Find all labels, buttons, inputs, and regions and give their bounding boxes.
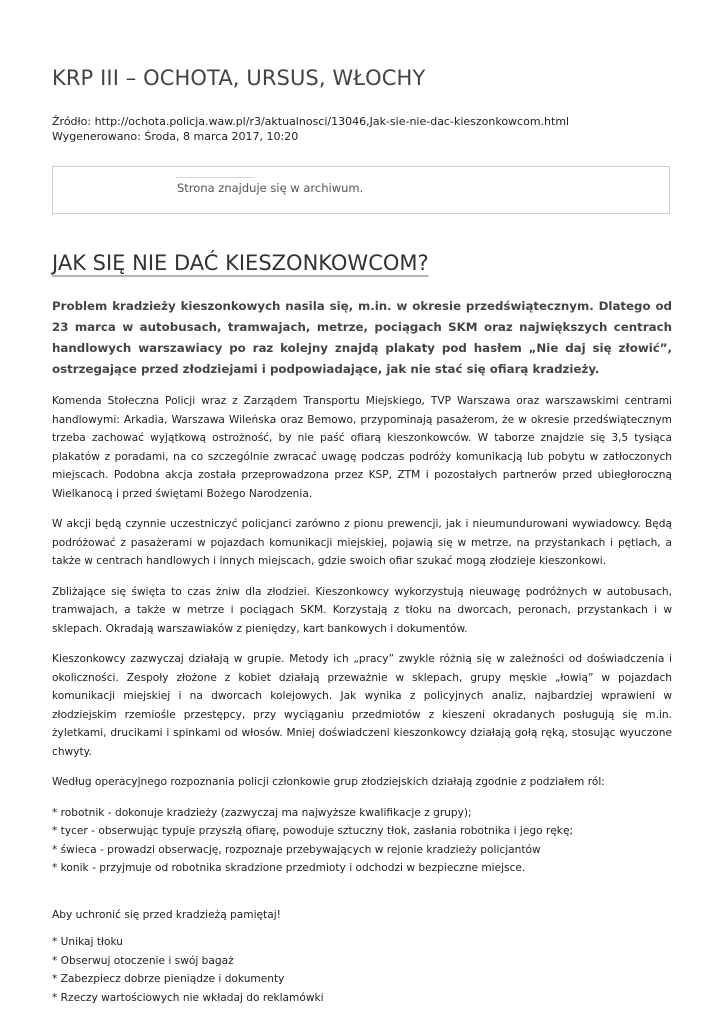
list-item: * Unikaj tłoku — [52, 936, 123, 948]
archive-notice-box — [52, 166, 670, 214]
source-line: Źródło: http://ochota.policja.waw.pl/r3/aktualnosci/13046,Jak-sie-nie-dac-kieszonkowcom.html — [52, 115, 570, 128]
roles-list — [52, 804, 672, 878]
list-item: * robotnik - dokonuje kradzieży (zazwyczaj ma najwyższe kwalifikacje z grupy); — [52, 806, 472, 819]
article-lead: Problem kradzieży kieszonkowych nasila się, m.in. w okresie przedświątecznym. Dlatego od 23 marca w autobusach, tramwajach, metrze, pociągach SKM oraz największych centrach handlowych warszawiacy po raz kolejny znajdą plakaty pod hasłem „Nie daj się złowić”, ostrzegające przed złodziejami i podpowiadające, jak nie stać się ofiarą kradzieży. — [52, 299, 672, 376]
archive-divider — [176, 177, 254, 178]
list-item: * konik - przyjmuje od robotnika skradzione przedmioty i odchodzi w bezpieczne miejsce. — [52, 862, 526, 874]
list-item: * świeca - prowadzi obserwację, rozpoznaje przebywających w rejonie kradzieży policjantów — [52, 843, 541, 856]
tips-list — [52, 933, 672, 1007]
body-paragraph: Kieszonkowcy zazwyczaj działają w grupie. Metody ich „pracy” zwykle różnią się w zależności od doświadczenia i okoliczności. Zespoły złożone z kobiet działają przeważnie w sklepach, grupy męskie „łowią” w pojazdach komunikacji miejskiej i na dworcach kolejowych. Jak wynika z policyjnych analiz, najbardziej wprawieni w złodziejskim rzemiośle przestępcy, przy wyciąganiu przedmiotów z kieszeni okradanych posługują się m.in. żyletkami, drucikami i spinkami od włosów. Mniej doświadczeni kieszonkowcy działają gołą ręką, stosując wyuczone chwyty. — [52, 653, 672, 758]
list-item: * Rzeczy wartościowych nie wkładaj do reklamówki — [52, 991, 324, 1004]
site-title: KRP III – OCHOTA, URSUS, WŁOCHY — [52, 66, 426, 90]
list-item: * Obserwuj otoczenie i swój bagaż — [52, 954, 234, 967]
tips-heading: Aby uchronić się przed kradzieżą pamiętaj! — [52, 908, 281, 921]
list-item: * tycer - obserwując typuje przyszłą ofiarę, powoduje sztuczny tłok, zasłania robotnika i jego rękę; — [52, 825, 574, 837]
article-title: JAK SIĘ NIE DAĆ KIESZONKOWCOM? — [52, 251, 429, 275]
article-body — [52, 392, 672, 1007]
body-paragraph: Zbliżające się święta to czas żniw dla złodziei. Kieszonkowcy wykorzystują nieuwagę podróżnych w autobusach, tramwajach, a także w metrze i pociągach SKM. Korzystają z tłoku na dworcach, peronach, przystankach i w sklepach. Okradają warszawiaków z pieniędzy, kart bankowych i dokumentów. — [52, 585, 672, 635]
archive-notice: Strona znajduje się w archiwum. — [177, 181, 364, 195]
generated-line: Wygenerowano: Środa, 8 marca 2017, 10:20 — [52, 130, 299, 143]
body-paragraph: W akcji będą czynnie uczestniczyć policjanci zarówno z pionu prewencji, jak i nieumundurowani wywiadowcy. Będą podróżować z pasażerami w pojazdach komunikacji miejskiej, pojawią się w metrze, na przystankach i pętlach, a także w centrach handlowych i innych miejscach, gdzie swoich ofiar szukać mogą złodzieje kieszonkowi. — [52, 518, 672, 567]
list-item: * Zabezpiecz dobrze pieniądze i dokumenty — [52, 973, 285, 985]
body-paragraph: Według operacyjnego rozpoznania policji członkowie grup złodziejskich działają zgodnie z podziałem ról: — [52, 776, 605, 788]
page-meta — [52, 114, 569, 144]
body-paragraph: Komenda Stołeczna Policji wraz z Zarządem Transportu Miejskiego, TVP Warszawa oraz warszawskimi centrami handlowymi: Arkadia, Warszawa Wileńska oraz Bemowo, przypominają pasażerom, że w okresie przedświątecznym trzeba zachować wyjątkową ostrożność, by nie paść ofiarą kieszonkowców. W taborze znajdzie się 3,5 tysiąca plakatów z poradami, na co szczególnie zwracać uwagę podczas podróży komunikacją lub pobytu w zatłoczonych miejscach. Podobna akcja została przeprowadzona przez KSP, ZTM i pozostałych partnerów przed ubiegłoroczną Wielkanocą i przed świętami Bożego Narodzenia. — [52, 395, 672, 500]
